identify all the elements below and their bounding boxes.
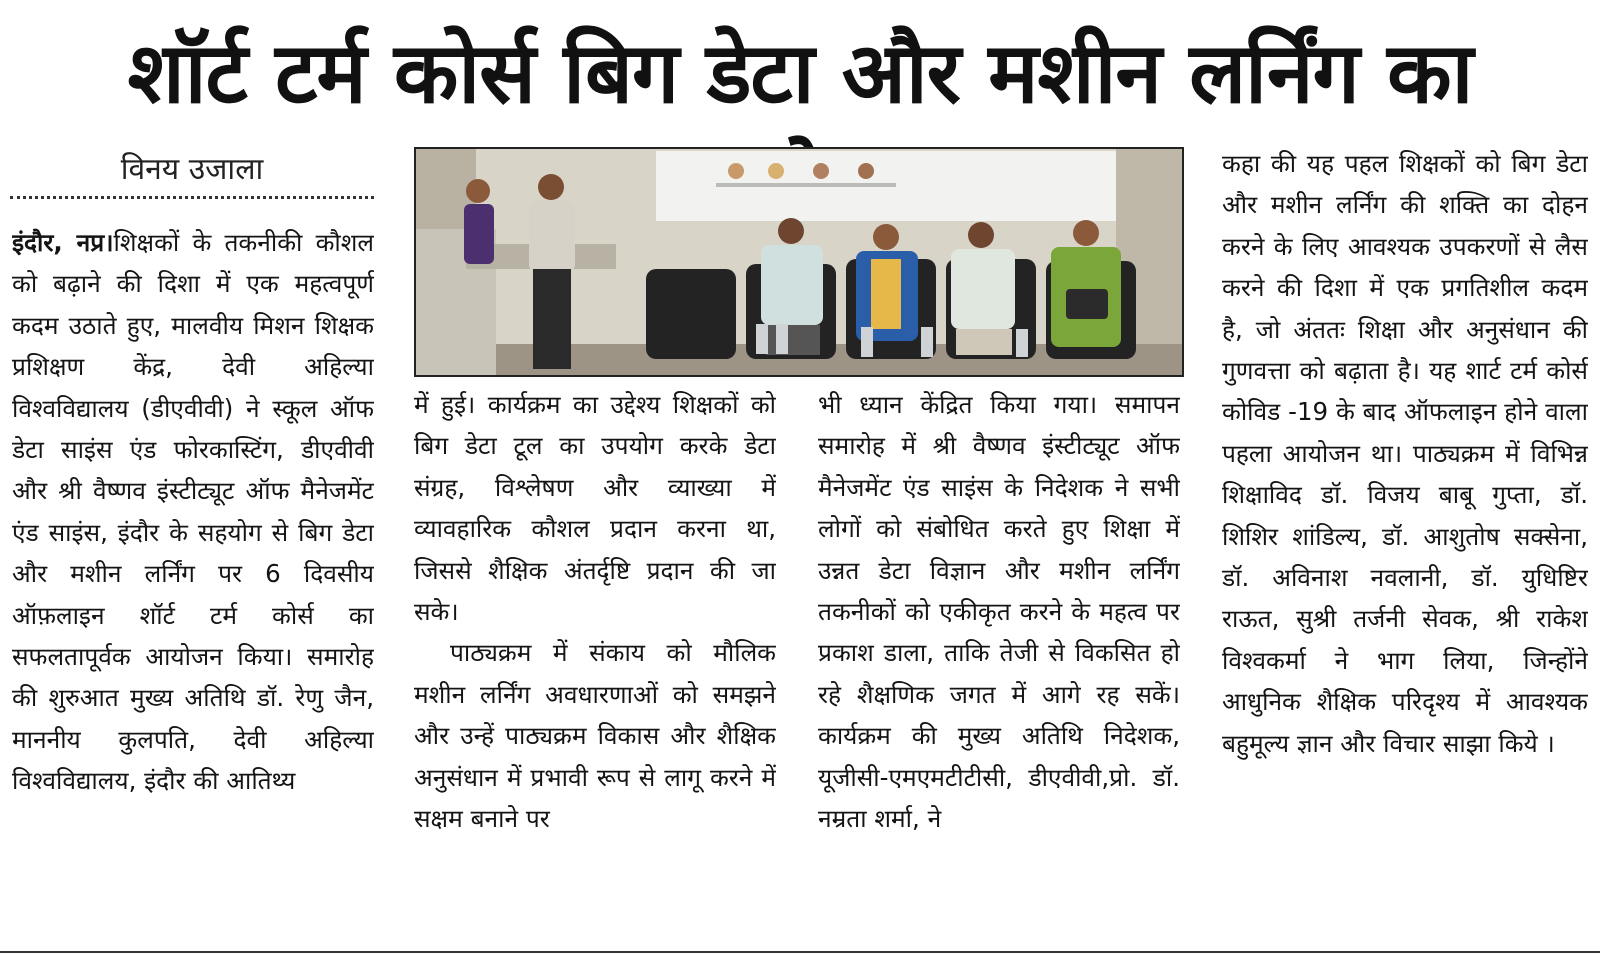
column-1-text: शिक्षकों के तकनीकी कौशल को बढ़ाने की दिशा में एक महत्वपूर्ण कदम उठाते हुए, मालवीय मिशन शिक्षक प्रशिक्षण केंद्र, देवी अहिल्या विश्वविद्यालय (डीएवीवी) ने स्कूल ऑफ डेटा साइंस एंड फोरकास्टिंग, डीएवीवी और श्री वैष्णव इंस्टीट्यूट ऑफ मैनेजमेंट एंड साइंस, इंदौर के सहयोग से बिग डेटा और मशीन लर्निंग पर 6 दिवसीय ऑफ़लाइन शॉर्ट टर्म कोर्स का सफलतापूर्वक आयोजन किया। समारोह की शुरुआत मुख्य अतिथि डॉ. रेणु जैन, माननीय कुलपति, देवी अहिल्या विश्वविद्यालय, इंदौर की आतिथ्य [12,228,374,796]
bottom-divider [0,951,1600,953]
article-column-3 [818,384,1180,944]
event-photo [414,147,1184,377]
byline: विनय उजाला [120,152,264,187]
headline: शॉर्ट टर्म कोर्स बिग डेटा और मशीन लर्निंग का [127,24,1473,122]
byline-divider [10,196,374,199]
article-column-2 [414,384,776,944]
article-column-4 [1222,143,1588,943]
column-2-paragraph-2: पाठ्यक्रम में संकाय को मौलिक मशीन लर्निंग अवधारणाओं को समझने और उन्हें पाठ्यक्रम विकास और शैक्षिक अनुसंधान में प्रभावी रूप से लागू करने में सक्षम बनाने पर [414,638,776,834]
dateline: इंदौर, नप्र। [12,228,114,257]
article-column-1 [12,222,374,942]
column-3-text: भी ध्यान केंद्रित किया गया। समापन समारोह में श्री वैष्णव इंस्टीट्यूट ऑफ मैनेजमेंट एंड साइंस के निदेशक ने सभी लोगों को संबोधित करते हुए शिक्षा में उन्नत डेटा विज्ञान और मशीन लर्निंग तकनीकों को एकीकृत करने के महत्व पर प्रकाश डाला, ताकि तेजी से विकसित हो रहे शैक्षणिक जगत में आगे रह सकें। कार्यक्रम की मुख्य अतिथि निदेशक, यूजीसी-एमएमटीटीसी, डीएवीवी,प्रो. डॉ. नम्रता शर्मा, ने [818,390,1180,834]
column-2-paragraph-1: में हुई। कार्यक्रम का उद्देश्य शिक्षकों को बिग डेटा टूल का उपयोग करके डेटा संग्रह, विश्लेषण और व्याख्या में व्यावहारिक कौशल प्रदान करना था, जिससे शैक्षिक अंतर्दृष्टि प्रदान की जा सके। [414,390,776,627]
column-4-text: कहा की यह पहल शिक्षकों को बिग डेटा और मशीन लर्निंग की शक्ति का दोहन करने के लिए आवश्यक उपकरणों से लैस करने की दिशा में एक प्रगतिशील कदम है, जो अंततः शिक्षा और अनुसंधान की गुणवत्ता को बढ़ाता है। यह शार्ट टर्म कोर्स कोविड -19 के बाद ऑफलाइन होने वाला पहला आयोजन था। पाठ्यक्रम में विभिन्न शिक्षाविद डॉ. विजय बाबू गुप्ता, डॉ. शिशिर शांडिल्य, डॉ. आशुतोष सक्सेना, डॉ. अविनाश नवलानी, डॉ. युधिष्टिर राऊत, सुश्री तर्जनी सेवक, श्री राकेश विश्वकर्मा ने भाग लिया, जिन्होंने आधुनिक शैक्षिक परिदृश्य में आवश्यक बहुमूल्य ज्ञान और विचार साझा किये । [1222,149,1588,758]
